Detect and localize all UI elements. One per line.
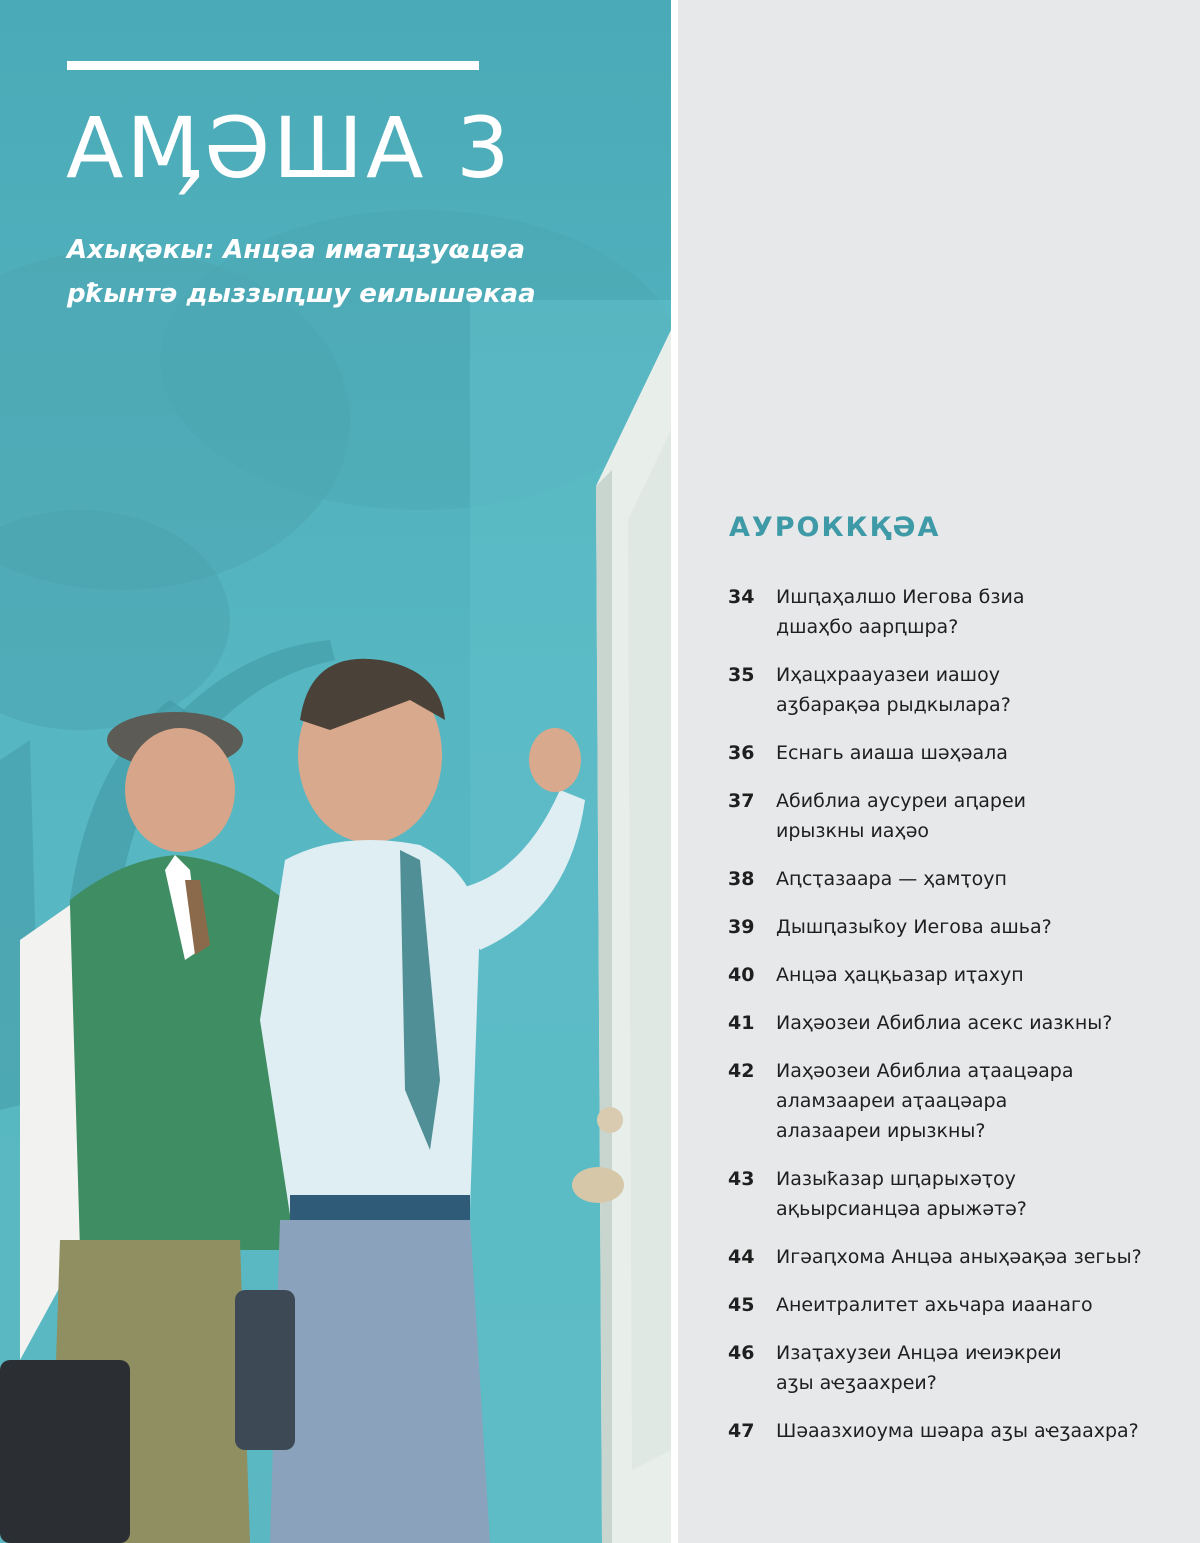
lessons-list <box>728 582 1188 1464</box>
lesson-title: Иаҳәозеи Абиблиа асекс иазкны? <box>776 1012 1113 1034</box>
lesson-item <box>728 582 1188 642</box>
lesson-title: Анеитралитет ахьчара иаанаго <box>776 1294 1093 1316</box>
lesson-number: 40 <box>728 964 755 986</box>
part-title: АӍӘША 3 <box>66 99 513 197</box>
lesson-title: Аԥсҭазаара — ҳамҭоуп <box>776 868 1007 890</box>
part-subtitle: Ахықәкы: Анцәа иматцзуҩцәа рҟынтә дыззыԥшу еилышәкаа <box>67 235 536 309</box>
lesson-title: Иҳацхраауазеи иашоу аӡбарақәа рыдкылара? <box>776 664 1011 716</box>
lesson-number: 34 <box>728 586 755 608</box>
lesson-title: Анцәа ҳацқьазар иҭахуп <box>776 964 1024 986</box>
lesson-item <box>728 1056 1188 1146</box>
lesson-number: 42 <box>728 1060 755 1082</box>
lesson-number: 43 <box>728 1168 755 1190</box>
lesson-title: Ишԥаҳалшо Иегова бзиа дшаҳбо аарԥшра? <box>776 586 1025 638</box>
panel-divider <box>671 0 678 1543</box>
lesson-title: Дышԥазыҟоу Иегова ашьа? <box>776 916 1052 938</box>
lesson-item <box>728 864 1188 894</box>
lesson-number: 36 <box>728 742 755 764</box>
lesson-number: 41 <box>728 1012 755 1034</box>
lessons-heading: АУРОККҚӘА <box>729 512 941 543</box>
lesson-number: 35 <box>728 664 755 686</box>
lesson-title: Абиблиа аусуреи аԥареи ирызкны иаҳәо <box>776 790 1027 842</box>
lesson-item <box>728 1164 1188 1224</box>
title-rule <box>67 61 479 70</box>
lessons-panel <box>678 0 1200 1543</box>
lesson-number: 45 <box>728 1294 755 1316</box>
lesson-item <box>728 1008 1188 1038</box>
lesson-number: 44 <box>728 1246 755 1268</box>
lesson-item <box>728 960 1188 990</box>
lesson-title: Еснагь аиаша шәҳәала <box>776 742 1008 764</box>
lesson-item <box>728 912 1188 942</box>
lesson-item <box>728 738 1188 768</box>
lesson-number: 47 <box>728 1420 755 1442</box>
lesson-item <box>728 660 1188 720</box>
lesson-number: 46 <box>728 1342 755 1364</box>
lesson-title: Изаҭахузеи Анцәа иҽиэкреи аӡы аҽӡаахреи? <box>776 1342 1062 1394</box>
lesson-title: Шәаазхиоума шәара аӡы аҽӡаахра? <box>776 1420 1139 1442</box>
lesson-title: Игәаԥхома Анцәа аныҳәақәа зегьы? <box>776 1246 1142 1268</box>
lesson-item <box>728 1290 1188 1320</box>
lesson-item <box>728 786 1188 846</box>
lesson-item <box>728 1416 1188 1446</box>
lesson-item <box>728 1242 1188 1272</box>
lesson-number: 39 <box>728 916 755 938</box>
lesson-title: Иаҳәозеи Абиблиа аҭаацәара аламзаареи аҭаацәара алазаареи ирызкны? <box>776 1060 1074 1142</box>
lesson-title: Иазыҟазар шԥарыхәҭоу ақьырсианцәа арыжәтә? <box>776 1168 1027 1220</box>
lesson-number: 38 <box>728 868 755 890</box>
lesson-item <box>728 1338 1188 1398</box>
lesson-number: 37 <box>728 790 755 812</box>
